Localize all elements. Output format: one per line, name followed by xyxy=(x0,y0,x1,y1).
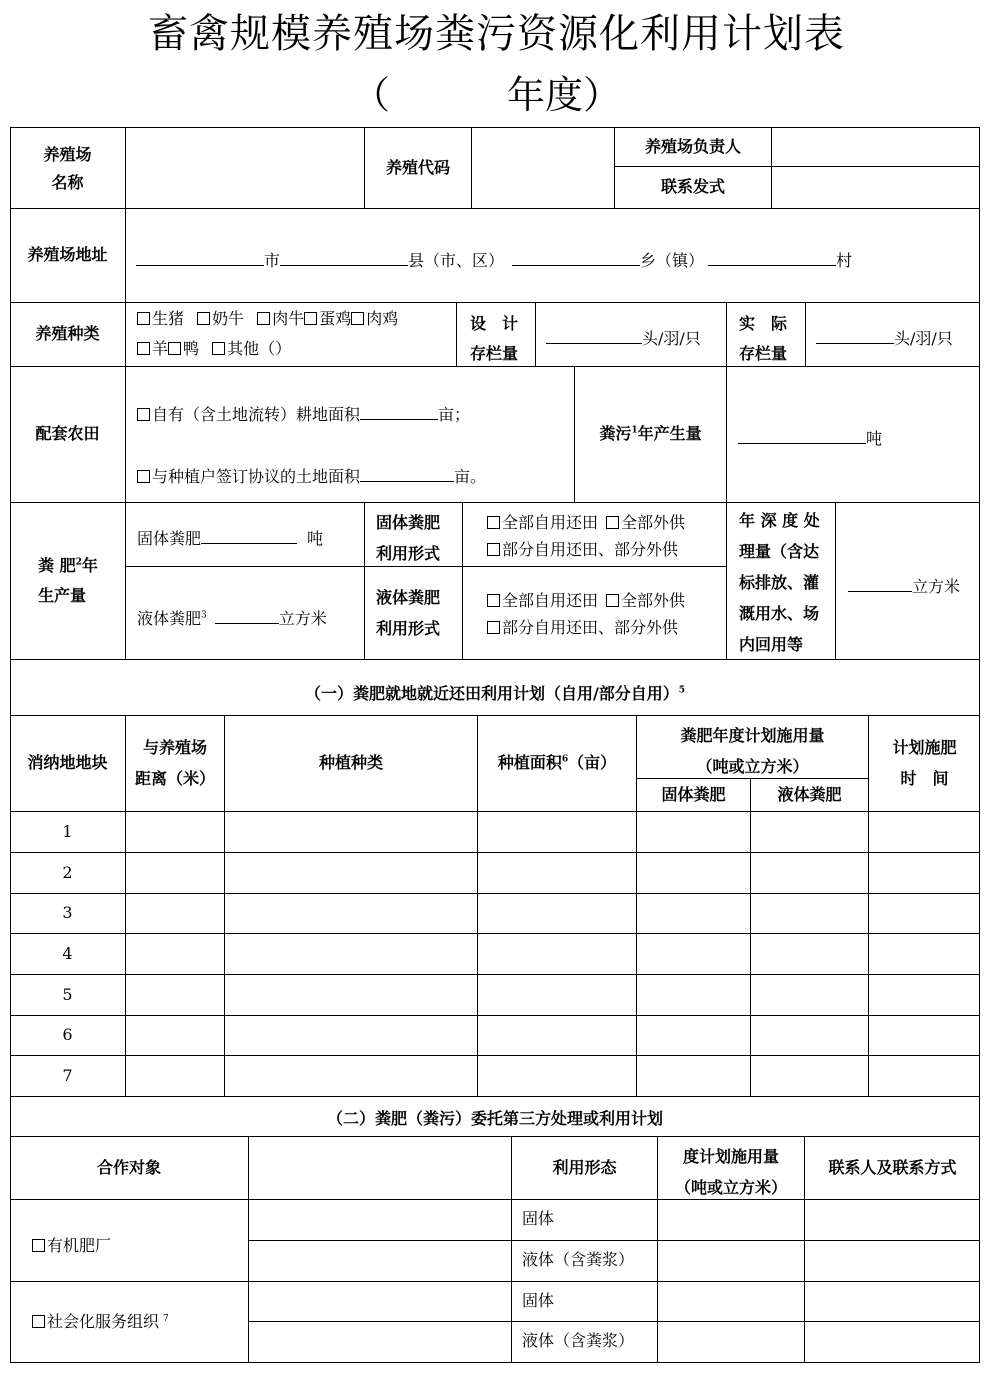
checkbox-icon[interactable] xyxy=(304,312,317,325)
design-stock-label-line1: 设 计 xyxy=(470,314,519,333)
col-distance: 与养殖场 距离（米） xyxy=(134,738,215,788)
species-opt-beef[interactable]: 肉牛 xyxy=(257,309,304,328)
farm-code-label: 养殖代码 xyxy=(385,158,450,177)
manure-output-unit: 吨 xyxy=(866,429,883,448)
col-solid: 固体粪肥 xyxy=(661,785,726,804)
form-solid-2: 固体 xyxy=(522,1291,555,1310)
col-liquid: 液体粪肥 xyxy=(777,785,842,804)
table-row-number: 7 xyxy=(62,1066,73,1085)
species-options-row2 xyxy=(137,339,291,359)
solid-opt-all-self[interactable]: 全部自用还田 xyxy=(487,513,598,532)
checkbox-icon[interactable] xyxy=(487,594,500,607)
table-row-number: 5 xyxy=(62,985,73,1004)
liquid-fertilizer-field[interactable] xyxy=(137,609,327,629)
species-opt-duck[interactable]: 鸭 xyxy=(168,339,199,358)
contact-field[interactable] xyxy=(772,167,979,208)
footnote-3: 3 xyxy=(201,610,207,621)
col-planned-amount: 度计划施用量 （吨或立方米） xyxy=(674,1147,787,1197)
design-stock-field[interactable] xyxy=(546,329,701,349)
checkbox-icon[interactable] xyxy=(606,594,619,607)
table-row-number: 2 xyxy=(62,863,73,882)
section1-title: （一）粪肥就地就近还田利用计划（自用/部分自用）$^5$ xyxy=(304,684,686,703)
address-label: 养殖场地址 xyxy=(27,245,108,264)
village-blank[interactable] xyxy=(708,251,836,266)
farm-code-field[interactable] xyxy=(472,128,614,208)
col-crop: 种植种类 xyxy=(318,753,383,772)
species-opt-other[interactable]: 其他（） xyxy=(212,339,291,358)
page-title: 畜禽规模养殖场粪污资源化利用计划表 xyxy=(148,11,845,57)
checkbox-icon[interactable] xyxy=(606,516,619,529)
agreement-land-text: 与种植户签订协议的土地面积 xyxy=(152,467,361,486)
col-area: 种植面积$^6$（亩） xyxy=(497,753,617,772)
species-opt-cow[interactable]: 奶牛 xyxy=(197,309,244,328)
col-annual-amount: 粪肥年度计划施用量 （吨或立方米） xyxy=(680,726,825,776)
actual-stock-unit: 头/羽/只 xyxy=(894,329,953,348)
liquid-fertilizer-text: 液体粪肥 xyxy=(137,609,202,628)
liquid-form-label: 液体粪肥 利用形式 xyxy=(376,588,441,638)
partner-service-org[interactable]: 社会化服务组织 $^7$ xyxy=(32,1312,169,1332)
species-options-row1 xyxy=(137,309,398,329)
farm-name-field[interactable] xyxy=(126,128,364,208)
species-opt-pig[interactable]: 生猪 xyxy=(137,309,184,328)
own-land-unit: 亩； xyxy=(438,405,471,424)
village-label: 村 xyxy=(836,251,853,270)
checkbox-icon[interactable] xyxy=(168,342,181,355)
solid-form-options xyxy=(487,509,685,563)
liquid-form-options xyxy=(487,587,685,641)
subtitle-year: 年度） xyxy=(507,73,622,117)
solid-fertilizer-unit: 吨 xyxy=(307,529,324,548)
actual-stock-field[interactable] xyxy=(816,329,953,349)
species-label: 养殖种类 xyxy=(35,324,100,343)
city-label: 市 xyxy=(264,251,281,270)
manager-label: 养殖场负责人 xyxy=(644,137,741,156)
liquid-opt-all-out[interactable]: 全部外供 xyxy=(606,591,685,610)
city-blank[interactable] xyxy=(136,251,264,266)
solid-fertilizer-blank[interactable] xyxy=(201,529,297,544)
actual-stock-label xyxy=(739,309,787,369)
checkbox-icon[interactable] xyxy=(137,408,150,421)
agreement-land-option[interactable] xyxy=(137,467,486,487)
footnote-6: 6 xyxy=(561,754,569,765)
section2-title: （二）粪肥（粪污）委托第三方处理或利用计划 xyxy=(326,1109,663,1128)
actual-stock-label-line1: 实 际 xyxy=(739,314,788,333)
species-opt-broiler[interactable]: 肉鸡 xyxy=(351,309,398,328)
checkbox-icon[interactable] xyxy=(487,516,500,529)
fertilizer-output-label: 粪 肥$^2$年 生产量 xyxy=(38,556,98,605)
manure-output-label: 粪污$^1$年产生量 xyxy=(599,424,702,443)
deep-treatment-label: 年 深 度 处 理量（含达 标排放、灌 溉用水、场 内回用等 xyxy=(739,511,820,654)
manure-output-field[interactable] xyxy=(738,429,882,449)
form-solid-1: 固体 xyxy=(522,1209,555,1228)
checkbox-icon[interactable] xyxy=(137,342,150,355)
solid-form-label: 固体粪肥 利用形式 xyxy=(376,513,441,563)
checkbox-icon[interactable] xyxy=(487,543,500,556)
own-land-option[interactable] xyxy=(137,405,470,425)
col-contact: 联系人及联系方式 xyxy=(828,1158,957,1177)
footnote-5: 5 xyxy=(678,685,686,696)
actual-stock-blank[interactable] xyxy=(816,329,894,344)
footnote-2: 2 xyxy=(75,557,82,568)
deep-treatment-unit: 立方米 xyxy=(912,577,961,596)
own-land-blank[interactable] xyxy=(360,405,438,420)
farm-name-label-line2: 名称 xyxy=(51,173,84,192)
checkbox-icon[interactable] xyxy=(257,312,270,325)
own-land-text: 自有（含土地流转）耕地面积 xyxy=(152,405,361,424)
solid-fertilizer-text: 固体粪肥 xyxy=(137,529,202,548)
col-usage-form: 利用形态 xyxy=(552,1158,617,1177)
town-label: 乡（镇） xyxy=(640,251,705,270)
farmland-label: 配套农田 xyxy=(35,424,100,443)
design-stock-unit: 头/羽/只 xyxy=(642,329,701,348)
county-blank[interactable] xyxy=(280,251,408,266)
town-blank[interactable] xyxy=(512,251,640,266)
contact-label: 联系发式 xyxy=(660,177,725,196)
manure-output-blank[interactable] xyxy=(738,429,866,444)
liquid-fertilizer-blank[interactable] xyxy=(215,609,279,624)
species-opt-sheep[interactable]: 羊 xyxy=(137,339,168,358)
deep-treatment-field[interactable] xyxy=(848,577,960,597)
checkbox-icon[interactable] xyxy=(32,1315,45,1328)
checkbox-icon[interactable] xyxy=(351,312,364,325)
design-stock-label xyxy=(470,309,518,369)
partner-organic-plant[interactable]: 有机肥厂 xyxy=(32,1236,111,1256)
farm-name-label xyxy=(10,141,125,197)
table-row-number: 1 xyxy=(62,822,73,841)
checkbox-icon[interactable] xyxy=(212,342,225,355)
farm-name-label-line1: 养殖场 xyxy=(43,145,92,164)
manager-field[interactable] xyxy=(772,128,979,166)
table-row-number: 3 xyxy=(62,903,73,922)
plan-form xyxy=(10,127,980,1363)
solid-opt-partial[interactable]: 部分自用还田、部分外供 xyxy=(487,536,685,563)
liquid-fertilizer-unit: 立方米 xyxy=(278,609,327,628)
form-liquid-1: 液体（含粪浆） xyxy=(522,1250,635,1269)
checkbox-icon[interactable] xyxy=(137,312,150,325)
agreement-land-unit: 亩。 xyxy=(454,467,487,486)
footnote-1: 1 xyxy=(631,425,638,436)
liquid-opt-all-self[interactable]: 全部自用还田 xyxy=(487,591,598,610)
county-label: 县（市、区） xyxy=(408,251,505,270)
table-row-number: 4 xyxy=(62,944,73,963)
table-row-number: 6 xyxy=(62,1025,73,1044)
subtitle-open-paren: （ xyxy=(352,73,391,117)
checkbox-icon[interactable] xyxy=(137,470,150,483)
liquid-opt-partial[interactable]: 部分自用还田、部分外供 xyxy=(487,614,685,641)
col-apply-time: 计划施肥 时 间 xyxy=(892,738,957,788)
solid-opt-all-out[interactable]: 全部外供 xyxy=(606,513,685,532)
design-stock-label-line2: 存栏量 xyxy=(470,344,519,363)
col-plot: 消纳地地块 xyxy=(27,753,108,772)
deep-treatment-blank[interactable] xyxy=(848,577,912,592)
checkbox-icon[interactable] xyxy=(32,1239,45,1252)
design-stock-blank[interactable] xyxy=(546,329,642,344)
footnote-7: 7 xyxy=(163,1313,169,1324)
form-liquid-2: 液体（含粪浆） xyxy=(522,1331,635,1350)
species-opt-layer[interactable]: 蛋鸡 xyxy=(304,309,351,328)
checkbox-icon[interactable] xyxy=(197,312,210,325)
checkbox-icon[interactable] xyxy=(487,621,500,634)
col-partner: 合作对象 xyxy=(96,1158,161,1177)
address-line[interactable] xyxy=(136,251,852,271)
agreement-land-blank[interactable] xyxy=(360,467,454,482)
solid-fertilizer-field[interactable] xyxy=(137,529,323,549)
actual-stock-label-line2: 存栏量 xyxy=(739,344,788,363)
